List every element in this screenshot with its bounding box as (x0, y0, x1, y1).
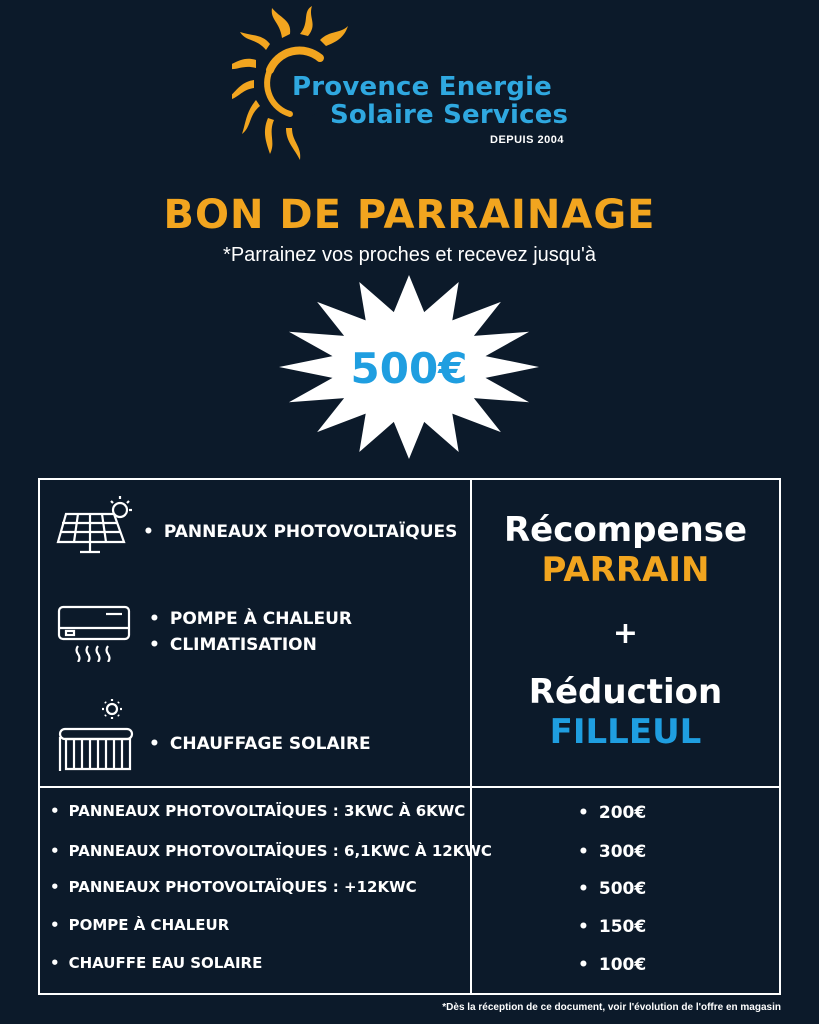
solar-water-heater-icon (56, 697, 136, 773)
offer-label: • PANNEAUX PHOTOVOLTAÏQUES : 6,1KWC À 12KWC (50, 842, 492, 860)
offer-label: • PANNEAUX PHOTOVOLTAÏQUES : +12KWC (50, 878, 417, 896)
reward-referral-role: FILLEUL (549, 712, 702, 752)
service-solar-panels: • PANNEAUX PHOTOVOLTAÏQUES (143, 522, 457, 542)
brand-name-line1: Provence Energie (292, 72, 553, 102)
reward-referral-label: Réduction (528, 672, 723, 712)
reward-sponsor-role: PARRAIN (541, 550, 710, 590)
offer-label: • POMPE À CHALEUR (50, 916, 229, 934)
offer-amount: • 150€ (578, 917, 646, 937)
reward-plus: + (612, 616, 639, 651)
offer-amount: • 100€ (578, 955, 646, 975)
service-heat-pump: • POMPE À CHALEUR (149, 609, 352, 629)
page-subtitle: *Parrainez vos proches et recevez jusqu'à (223, 244, 596, 266)
offer-amount: • 500€ (578, 879, 646, 899)
service-air-conditioning: • CLIMATISATION (149, 635, 317, 655)
solar-panel-icon (56, 492, 136, 558)
offer-amount: • 200€ (578, 803, 646, 823)
reward-sponsor-label: Récompense (503, 510, 748, 550)
brand-name-line2: Solaire Services (330, 100, 569, 130)
offer-label: • PANNEAUX PHOTOVOLTAÏQUES : 3KWC À 6KWC (50, 802, 465, 820)
service-solar-heating: • CHAUFFAGE SOLAIRE (149, 734, 371, 754)
offer-amount: • 300€ (578, 842, 646, 862)
air-conditioner-icon (56, 604, 132, 662)
max-reward-amount: 500€ (350, 344, 468, 393)
offer-label: • CHAUFFE EAU SOLAIRE (50, 954, 262, 972)
footnote: *Dès la réception de ce document, voir l'évolution de l'offre en magasin (442, 1002, 781, 1013)
brand-since: DEPUIS 2004 (490, 134, 564, 146)
page-title: BON DE PARRAINAGE (163, 192, 656, 238)
